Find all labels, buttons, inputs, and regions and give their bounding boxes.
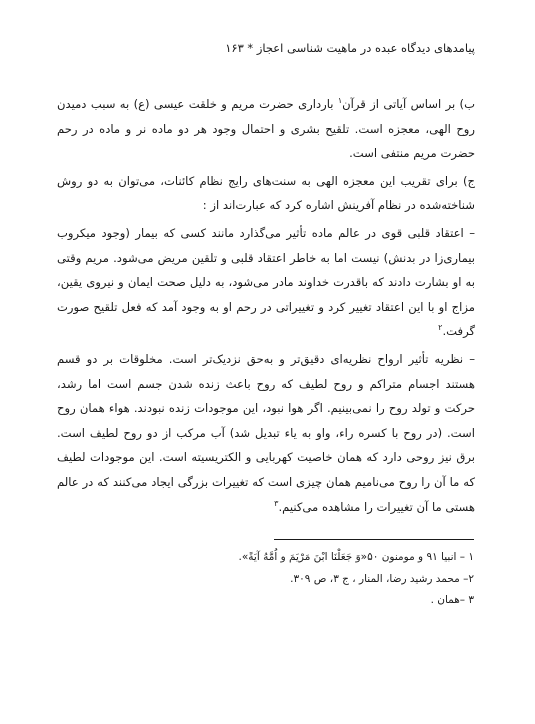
footnotes xyxy=(56,547,474,612)
paragraph-spirits-text: – نظریه تأثیر ارواح نظریه‌ای دقیق‌تر و به‌حق نزدیک‌تر است. مخلوقات بر دو قسم هستند اجسام متراکم و روح لطیف که روح باعث زنده شدن جسم است اما رشد، حرکت و تولد روح را نمی‌بینیم. اگر هوا نبود، این موجودات زنده نبودند. هواء همان روح است. (در روح با کسره راء، واو به یاء تبدیل شد) آب مرکب از دو روح لطیف است. برق نیز روحی دارد که همان خاصیت کهربایی و الکتریسیته است. این موجودات لطیف که ما آن را روح می‌نامیم همان چیزی است که تغییرات بزرگی ایجاد می‌کنند که در عالم هستی ما آن تغییرات را مشاهده می‌کنیم. xyxy=(57,351,475,514)
body-text xyxy=(57,92,475,519)
header-separator: * xyxy=(247,41,254,55)
paragraph-spirits xyxy=(57,347,475,519)
paragraph-b-text-start: ب) بر اساس آیاتی از قرآن xyxy=(342,97,475,111)
paragraph-b-text-end: بارداری حضرت مریم و خلقت عیسی (ع) به سبب دمیدن روح الهی، معجزه است. تلقیح بشری و احتمال وجود هر دو ماده نر و ماده در رحم حضرت مریم منتفی است. xyxy=(57,97,475,161)
paragraph-c xyxy=(57,169,475,218)
paragraph-belief xyxy=(57,221,475,344)
footnote-3: ۳ –همان . xyxy=(430,594,474,606)
paragraph-c-text: ج) برای تقریب این معجزه الهی به سنت‌های رایج نظام کائنات، می‌توان به دو روش شناخته‌شده در نظام آفرینش اشاره کرد که عبارت‌اند از : xyxy=(57,173,475,213)
footnote-marker-3[interactable]: ۳ xyxy=(274,498,279,508)
footnote-2: ۲– محمد رشید رضا، المنار ، ج ۳، ص ۳۰۹. xyxy=(290,572,474,585)
footnote-1: ۱ – انبیا ۹۱ و مومنون ۵۰«وَ جَعَلْنَا ابْنَ مَرْيَمَ و اُمَّهُ آيَةً». xyxy=(238,551,474,563)
running-header xyxy=(55,40,475,56)
footnote-marker-2[interactable]: ۲ xyxy=(438,323,443,333)
footnote-marker-1[interactable]: ۱ xyxy=(337,96,343,106)
paragraph-b xyxy=(57,92,475,166)
footnote-divider xyxy=(274,539,474,540)
running-title: پیامدهای دیدگاه عبده در ماهیت شناسی اعجاز xyxy=(256,41,475,55)
page-number: ۱۶۳ xyxy=(225,41,244,55)
paragraph-belief-text: – اعتقاد قلبی قوی در عالم ماده تأثیر می‌گذارد مانند کسی که بیمار (وجود میکروب بیماری‌زا در بدنش) نیست اما به خاطر اعتقاد قلبی و تلقین مریض می‌شود. مریم وقتی به او بشارت دادند که باقدرت خداوند مادر می‌شود، به دلیل صحت ایمان و نیروی یقین، مزاج او با این اعتقاد تغییر کرد و تغییراتی در رحم او به وجود آمد که فعل تلقیح صورت گرفت. xyxy=(57,225,475,339)
